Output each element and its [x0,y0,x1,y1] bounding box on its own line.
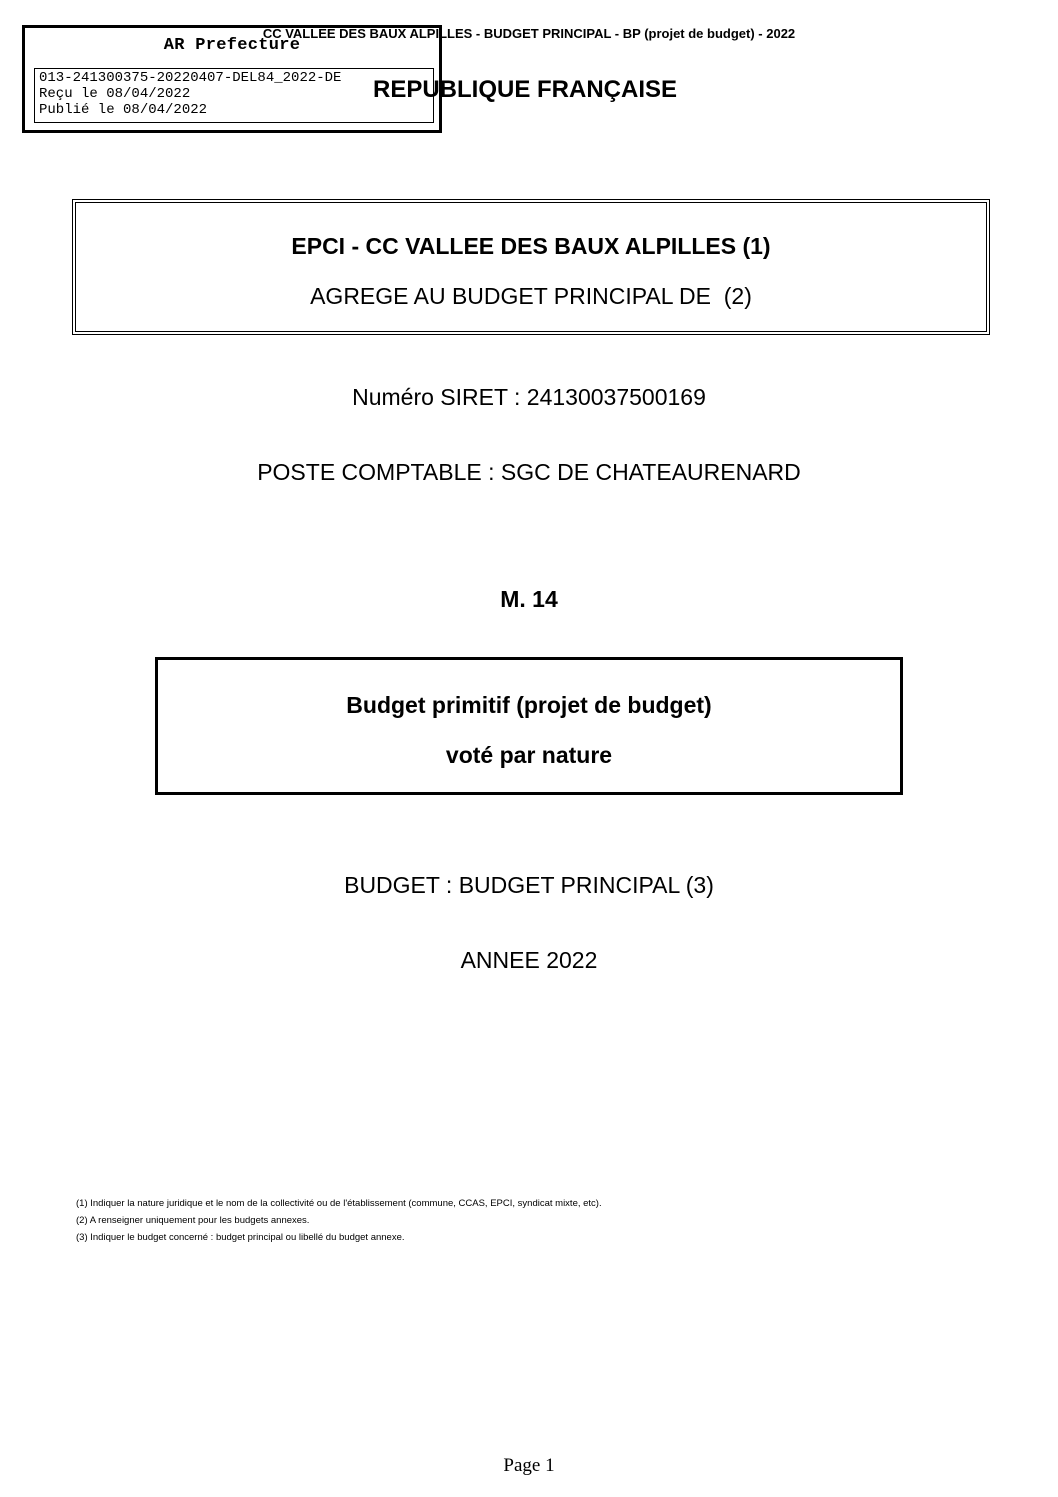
stamp-received-date: Reçu le 08/04/2022 [39,86,191,102]
entity-box [72,199,990,335]
stamp-title: AR Prefecture [163,36,301,55]
stamp-published-date: Publié le 08/04/2022 [39,102,208,118]
budget-year: ANNEE 2022 [460,947,598,973]
budget-type-line1: Budget primitif (projet de budget) [346,692,712,718]
entity-subtitle: AGREGE AU BUDGET PRINCIPAL DE (2) [310,283,752,309]
footnote-2: (2) A renseigner uniquement pour les budgets annexes. [76,1215,310,1226]
running-header [0,26,1058,41]
republique-heading: REPUBLIQUE FRANÇAISE [373,76,678,103]
page-number: Page 1 [503,1455,555,1476]
budget-type-line2: voté par nature [445,742,613,768]
budget-name: BUDGET : BUDGET PRINCIPAL (3) [344,872,714,898]
stamp-acte-id: 013-241300375-20220407-DEL84_2022-DE [39,70,342,86]
footnote-3: (3) Indiquer le budget concerné : budget principal ou libellé du budget annexe. [76,1232,405,1243]
footnote-1: (1) Indiquer la nature juridique et le nom de la collectivité ou de l'établissement (commune, CCAS, EPCI, syndicat mixte, etc). [76,1198,602,1209]
siret-number: Numéro SIRET : 24130037500169 [352,384,706,410]
poste-comptable: POSTE COMPTABLE : SGC DE CHATEAURENARD [257,459,801,485]
nomenclature: M. 14 [500,586,558,612]
budget-type-box [155,657,903,795]
entity-title: EPCI - CC VALLEE DES BAUX ALPILLES (1) [291,233,771,259]
running-header-text: CC VALLEE DES BAUX ALPILLES - BUDGET PRINCIPAL - BP (projet de budget) - 2022 [262,26,796,41]
